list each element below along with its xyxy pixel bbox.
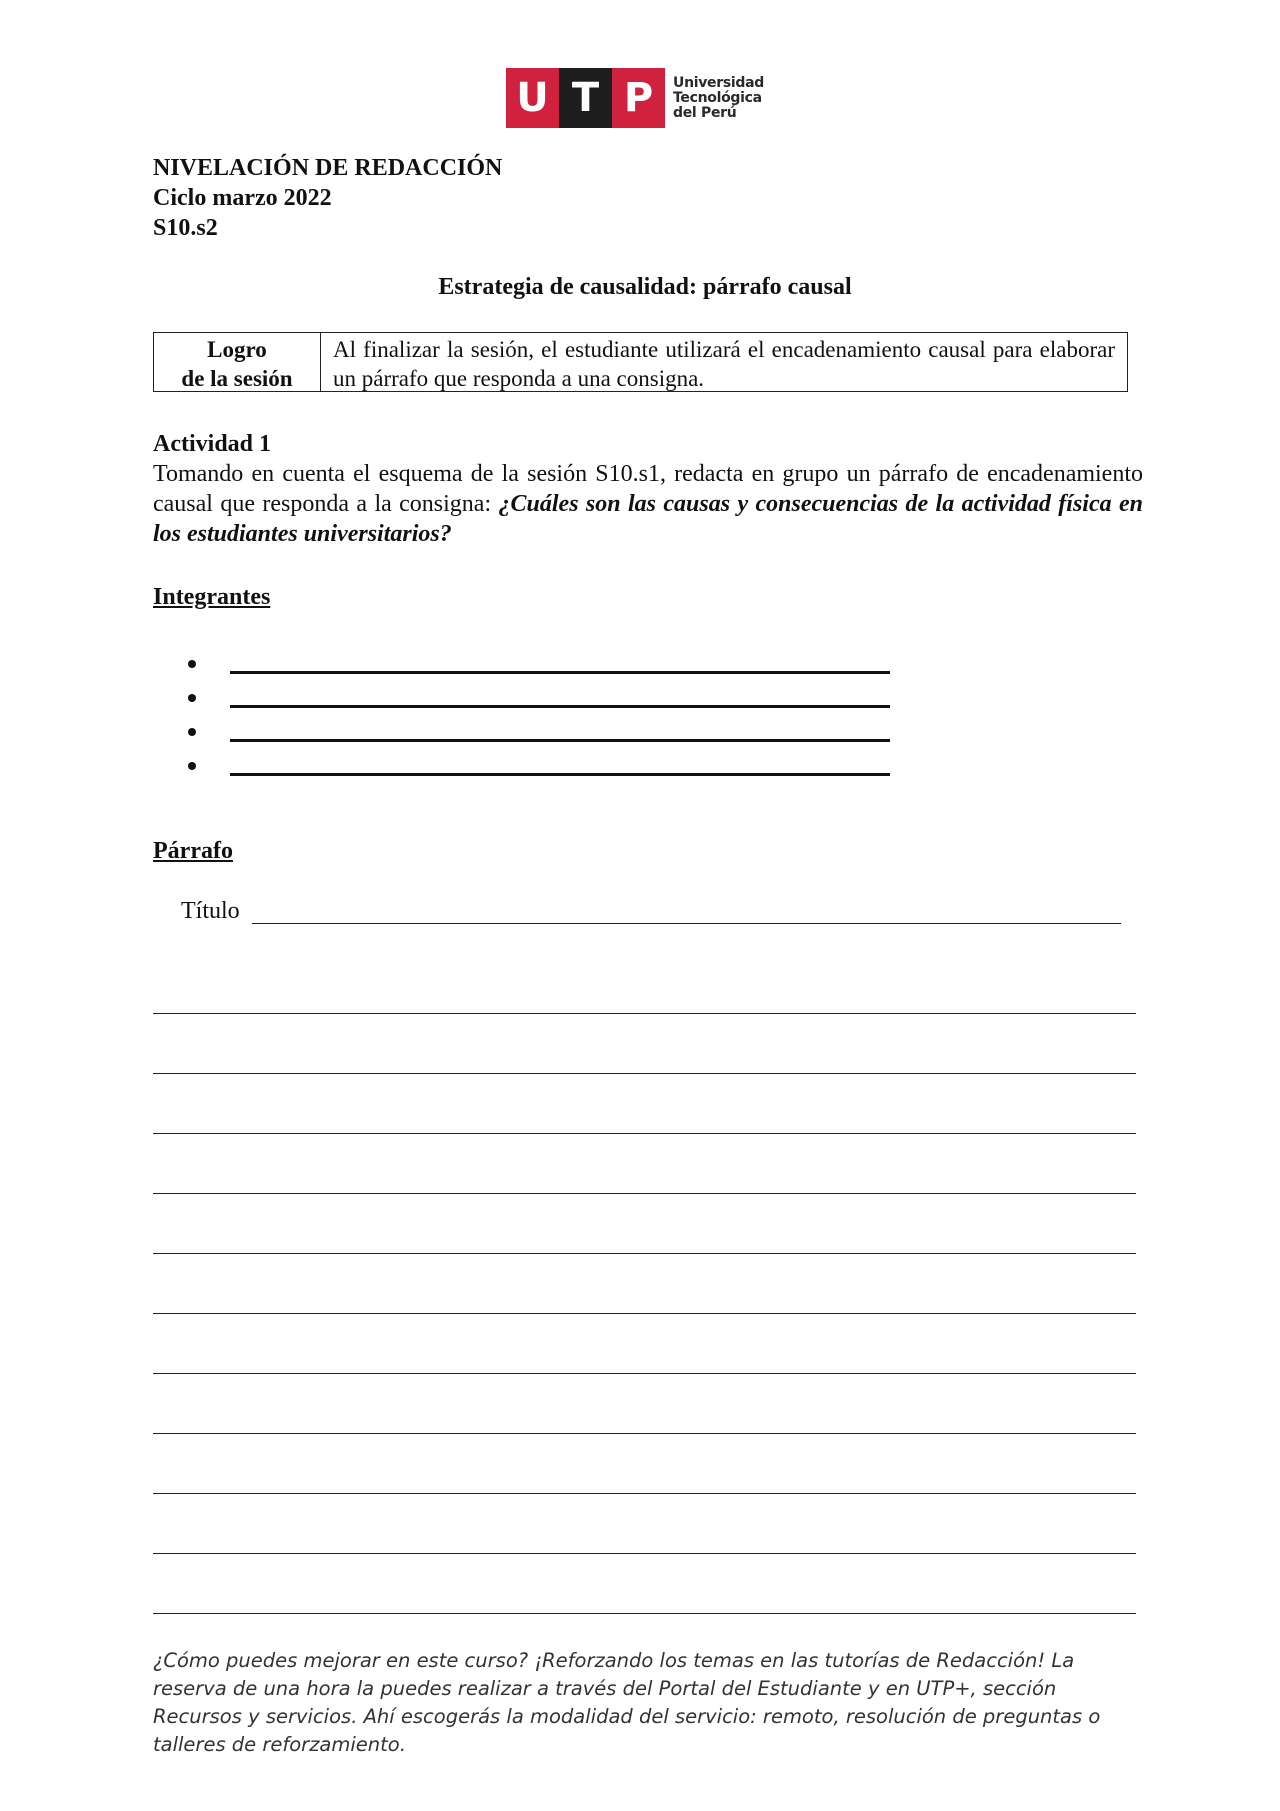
writing-line-1[interactable]: [153, 1013, 1136, 1014]
writing-line-10[interactable]: [153, 1553, 1136, 1554]
integrantes-heading: Integrantes: [153, 584, 271, 610]
activity-heading: Actividad 1: [153, 431, 272, 457]
member-blank-2[interactable]: [188, 678, 196, 712]
logro-label-line-1: Logro: [207, 337, 267, 362]
member-line[interactable]: [230, 705, 890, 708]
member-blank-4[interactable]: [188, 746, 196, 780]
logro-description: Al finalizar la sesión, el estudiante utilizará el encadenamiento causal para elaborar un párrafo que responda a una consigna.: [333, 337, 1115, 391]
footer-note: ¿Cómo puedes mejorar en este curso? ¡Reforzando los temas en las tutorías de Redacción! La reserva de una hora la puedes realizar a través del Portal del Estudiante y en UTP+, sección Recursos y servicios. Ahí escogerás la modalidad del servicio: remoto, resolución de preguntas o talleres de reforzamiento.: [153, 1649, 1101, 1756]
utp-logo-mark: [506, 68, 665, 128]
logo-name-line-2: Tecnológica: [673, 89, 762, 106]
logo-letter-t: T: [559, 68, 612, 128]
member-line[interactable]: [230, 739, 890, 742]
titulo-field[interactable]: [181, 896, 1121, 930]
writing-line-2[interactable]: [153, 1073, 1136, 1074]
member-line[interactable]: [230, 773, 890, 776]
logo-letter-u: U: [506, 68, 559, 128]
writing-line-6[interactable]: [153, 1313, 1136, 1314]
logo-name-line-3: del Perú: [673, 104, 737, 121]
titulo-line[interactable]: [252, 923, 1121, 924]
logo-university-name: [673, 76, 764, 121]
document-title: Estrategia de causalidad: párrafo causal: [438, 274, 852, 300]
course-name: NIVELACIÓN DE REDACCIÓN: [153, 155, 503, 181]
bullet-icon: [188, 694, 196, 702]
logro-label-line-2: de la sesión: [181, 366, 293, 391]
parrafo-heading: Párrafo: [153, 838, 233, 864]
member-blank-3[interactable]: [188, 712, 196, 746]
activity-question: ¿Cuáles son las causas y consecuencias de la actividad física en los estudiantes universitarios?: [153, 491, 1143, 547]
activity-intro: Tomando en cuenta el esquema de la sesión S10.s1, redacta en grupo un párrafo de encadenamiento causal que responda a la consigna:: [153, 461, 1143, 517]
logo-name-line-1: Universidad: [673, 74, 764, 91]
writing-line-7[interactable]: [153, 1373, 1136, 1374]
logo-letter-p: P: [612, 68, 665, 128]
session-code: S10.s2: [153, 215, 218, 241]
utp-logo: [506, 68, 764, 128]
writing-line-9[interactable]: [153, 1493, 1136, 1494]
logro-table: [153, 332, 1128, 392]
titulo-label: Título: [181, 898, 240, 924]
member-line[interactable]: [230, 671, 890, 674]
writing-line-5[interactable]: [153, 1253, 1136, 1254]
writing-line-4[interactable]: [153, 1193, 1136, 1194]
bullet-icon: [188, 762, 196, 770]
course-cycle: Ciclo marzo 2022: [153, 185, 332, 211]
logro-label: [154, 333, 321, 391]
member-blank-1[interactable]: [188, 644, 196, 678]
bullet-icon: [188, 660, 196, 668]
bullet-icon: [188, 728, 196, 736]
writing-line-11[interactable]: [153, 1613, 1136, 1614]
activity-instructions: [153, 459, 1143, 549]
writing-line-3[interactable]: [153, 1133, 1136, 1134]
writing-line-8[interactable]: [153, 1433, 1136, 1434]
